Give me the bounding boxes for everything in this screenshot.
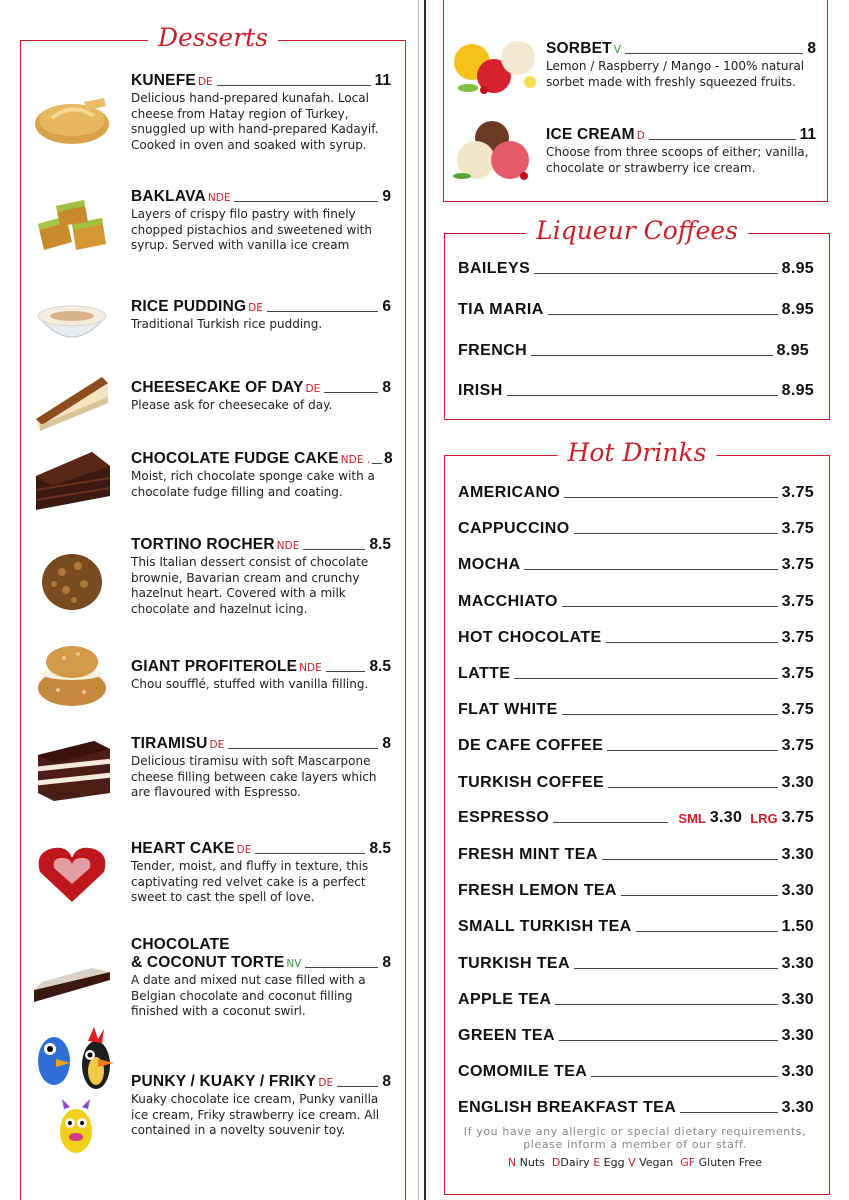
dessert-price: 9 [382, 188, 391, 205]
dessert-description: Layers of crispy filo pastry with finely chopped pistachios and sweetened with syrup. Served with vanilla ice cream [131, 207, 372, 252]
dessert-item-kunefe [20, 70, 400, 160]
drink-price: 8.95 [781, 301, 814, 318]
legend-label: Nuts [519, 1156, 545, 1169]
drink-name: MOCHA [458, 556, 521, 573]
ice-price: 8 [807, 40, 816, 57]
drink-price: 8.95 [781, 382, 814, 399]
hot-drink-row [458, 593, 814, 611]
liqueur-row [458, 382, 814, 400]
drink-name: GREEN TEA [458, 1027, 555, 1044]
novelty-toys-image [32, 1025, 122, 1165]
hot-drink-row [458, 846, 814, 864]
dessert-price: 8 [382, 1073, 391, 1090]
allergen-tag: DE [305, 383, 321, 395]
dessert-name: HEART CAKE [131, 840, 235, 857]
dessert-item-tortino-rocher [20, 536, 400, 626]
dessert-price: 6 [382, 298, 391, 315]
allergen-tag: DE [209, 739, 225, 751]
drink-price: 3.75 [781, 556, 814, 573]
dessert-name: TORTINO ROCHER [131, 536, 275, 553]
dessert-description: Tender, moist, and fluffy in texture, this captivating red velvet cake is a perfect sweet to cast the spell of love. [131, 859, 369, 904]
allergy-note-line1: If you have any allergic or special dietary requirements, [463, 1125, 807, 1138]
ice-name: ICE CREAM [546, 126, 635, 143]
dessert-item-tiramisu [20, 735, 400, 805]
legend-key: V [628, 1156, 636, 1169]
hot-drink-row-espresso [458, 809, 814, 827]
allergen-tag: DE [248, 302, 263, 314]
drink-price: 3.75 [781, 665, 814, 682]
liqueur-row [458, 260, 814, 278]
dessert-name: BAKLAVA [131, 188, 206, 205]
dessert-name: CHEESECAKE OF DAY [131, 379, 304, 396]
ice-item-sorbet [546, 40, 816, 90]
drink-price: 3.75 [781, 520, 814, 537]
dessert-price: 8.5 [369, 840, 391, 857]
dessert-price: 8 [384, 450, 393, 467]
legend-label: Gluten Free [698, 1156, 763, 1169]
dessert-name: PUNKY / KUAKY / FRIKY [131, 1073, 317, 1090]
hot-drink-row [458, 484, 814, 502]
dessert-description: This Italian dessert consist of chocolate brownie, Bavarian cream and crunchy hazelnut heart. Covered with a milk chocolate and hazelnut icing. [131, 555, 369, 616]
drink-price: 3.75 [781, 484, 814, 501]
dessert-item-heart-cake [20, 840, 400, 910]
cheesecake-image [32, 369, 112, 435]
hot-drink-row [458, 882, 814, 900]
ice-description: Choose from three scoops of either; vanilla, chocolate or strawberry ice cream. [546, 145, 809, 175]
drink-name: ESPRESSO [458, 809, 550, 826]
drink-name: MACCHIATO [458, 593, 558, 610]
allergen-tag: NDE . [340, 454, 371, 466]
small-size-price: 3.30 [709, 809, 743, 826]
hot-drink-row [458, 1099, 814, 1117]
drink-name: TURKISH COFFEE [458, 774, 605, 791]
legend-key: E [593, 1156, 601, 1169]
hot-drink-row [458, 955, 814, 973]
drink-name: LATTE [458, 665, 511, 682]
drink-name: AMERICANO [458, 484, 561, 501]
hot-drink-row [458, 991, 814, 1009]
sorbet-image [448, 36, 540, 98]
legend-label: Vegan [639, 1156, 674, 1169]
drink-name: TURKISH TEA [458, 955, 570, 972]
dessert-price: 8 [382, 379, 391, 396]
hot-drink-row [458, 918, 814, 936]
drink-price: 3.30 [781, 955, 814, 972]
hot-drink-row [458, 1063, 814, 1081]
drink-name: COMOMILE TEA [458, 1063, 588, 1080]
allergen-tag: DE [318, 1077, 334, 1089]
drink-name: FRENCH [458, 342, 528, 359]
drink-name: FRESH LEMON TEA [458, 882, 617, 899]
hot-drinks-heading: Hot Drinks [558, 437, 717, 469]
drink-price: 3.30 [781, 1063, 814, 1080]
drink-name: IRISH [458, 382, 503, 399]
hot-drink-row [458, 1027, 814, 1045]
legend-key: GF [680, 1156, 696, 1169]
drink-price: 3.30 [781, 1099, 814, 1116]
hot-drink-row [458, 629, 814, 647]
legend-label: Egg [603, 1156, 625, 1169]
dessert-price: 11 [374, 72, 391, 89]
tiramisu-image [32, 735, 112, 801]
drink-price: 3.75 [781, 593, 814, 610]
drink-price: 8.95 [776, 342, 809, 359]
column-divider [424, 0, 426, 1200]
liqueur-row [458, 342, 809, 360]
dessert-description: Please ask for cheesecake of day. [131, 398, 333, 412]
dessert-item-baklava [20, 186, 400, 256]
ice-price: 11 [799, 126, 816, 143]
dessert-description: Delicious tiramisu with soft Mascarpone cheese filling between cake layers which are flavoured with Espresso. [131, 754, 377, 799]
drink-price: 3.30 [781, 991, 814, 1008]
drink-price: 8.95 [781, 260, 814, 277]
ice-name: SORBET [546, 40, 612, 57]
dessert-name: KUNEFE [131, 72, 196, 89]
dessert-item-cheesecake [20, 377, 400, 427]
drink-price: 3.75 [781, 629, 814, 646]
drink-price: 3.75 [781, 701, 814, 718]
drink-name: FLAT WHITE [458, 701, 558, 718]
legend-key: D [551, 1156, 561, 1169]
drink-price: 3.30 [781, 882, 814, 899]
dessert-name: & COCONUT TORTE [131, 954, 285, 971]
small-size-label: SML [678, 811, 706, 826]
torte-image [32, 950, 112, 1016]
allergen-tag: D [636, 130, 645, 142]
drink-price: 3.30 [781, 1027, 814, 1044]
dessert-description: Traditional Turkish rice pudding. [131, 317, 323, 331]
dessert-description: A date and mixed nut case filled with a Belgian chocolate and coconut filling finished with a coconut swirl. [131, 973, 366, 1018]
dessert-description: Delicious hand-prepared kunafah. Local cheese from Hatay region of Turkey, snuggled up with hand-prepared Kadayif. Cooked in oven and soaked with syrup. [131, 91, 379, 152]
rice-pudding-image [32, 288, 112, 354]
drink-price: 1.50 [781, 918, 814, 935]
allergen-tag: NDE [276, 540, 300, 552]
dessert-price: 8.5 [369, 536, 391, 553]
drink-name: SMALL TURKISH TEA [458, 918, 632, 935]
dessert-name-line1: CHOCOLATE [131, 936, 230, 953]
ice-item-ice-cream [546, 126, 816, 176]
hot-drink-row [458, 665, 814, 683]
legend-key: N [507, 1156, 517, 1169]
legend-label: Dairy [560, 1156, 590, 1169]
dessert-name: TIRAMISU [131, 735, 208, 752]
ice-description: Lemon / Raspberry / Mango - 100% natural sorbet made with freshly squeezed fruits. [546, 59, 805, 89]
dessert-price: 8 [382, 954, 391, 971]
tortino-rocher-image [32, 546, 112, 612]
drink-price: 3.30 [781, 774, 814, 791]
dessert-price: 8.5 [369, 658, 391, 675]
page-edge [418, 0, 419, 1200]
ice-cream-image [448, 116, 540, 186]
drink-name: HOT CHOCOLATE [458, 629, 602, 646]
hot-drink-row [458, 701, 814, 719]
hot-drink-row [458, 774, 814, 792]
large-size-label: LRG [750, 811, 778, 826]
dessert-price: 8 [382, 735, 391, 752]
liqueur-row [458, 301, 814, 319]
allergy-note-line2: please inform a member of our staff. [523, 1138, 747, 1151]
dessert-item-giant-profiterole [20, 656, 400, 716]
drink-price: 3.30 [781, 846, 814, 863]
dessert-item-chocolate-fudge-cake [20, 448, 400, 508]
drink-name: DE CAFE COFFEE [458, 737, 604, 754]
hot-drink-row [458, 556, 814, 574]
allergen-tag: DE [236, 844, 252, 856]
heart-cake-image [32, 840, 112, 906]
drink-name: TIA MARIA [458, 301, 544, 318]
chocolate-cake-image [32, 446, 112, 512]
drink-name: APPLE TEA [458, 991, 552, 1008]
drink-name: ENGLISH BREAKFAST TEA [458, 1099, 677, 1116]
dessert-item-punky-kuaky-friky [20, 1025, 400, 1175]
drink-price: 3.75 [781, 809, 814, 826]
dessert-name: GIANT PROFITEROLE [131, 658, 298, 675]
hot-drink-row [458, 520, 814, 538]
allergen-tag: DE [197, 76, 213, 88]
drink-name: CAPPUCCINO [458, 520, 570, 537]
dessert-description: Kuaky chocolate ice cream, Punky vanilla ice cream, Friky strawberry ice cream. All contained in a novelty souvenir toy. [131, 1092, 380, 1137]
dessert-item-coconut-torte [20, 936, 400, 1026]
allergen-tag: NDE [207, 192, 231, 204]
allergen-legend [448, 1156, 822, 1169]
baklava-image [32, 194, 112, 260]
drink-price: 3.75 [781, 737, 814, 754]
drink-name: BAILEYS [458, 260, 531, 277]
drink-name: FRESH MINT TEA [458, 846, 598, 863]
profiterole-image [32, 640, 112, 706]
liqueur-heading: Liqueur Coffees [526, 215, 748, 247]
allergen-tag: NV [286, 958, 302, 970]
allergen-tag: V [613, 44, 621, 56]
dessert-name: RICE PUDDING [131, 298, 247, 315]
allergy-note [448, 1125, 822, 1151]
desserts-heading: Desserts [148, 22, 278, 54]
dessert-description: Chou soufflé, stuffed with vanilla filling. [131, 677, 369, 691]
dessert-description: Moist, rich chocolate sponge cake with a chocolate fudge filling and coating. [131, 469, 375, 499]
allergen-tag: NDE [299, 662, 322, 674]
kunefe-image [32, 84, 112, 150]
hot-drink-row [458, 737, 814, 755]
dessert-name: CHOCOLATE FUDGE CAKE [131, 450, 339, 467]
dessert-item-rice-pudding [20, 296, 400, 346]
